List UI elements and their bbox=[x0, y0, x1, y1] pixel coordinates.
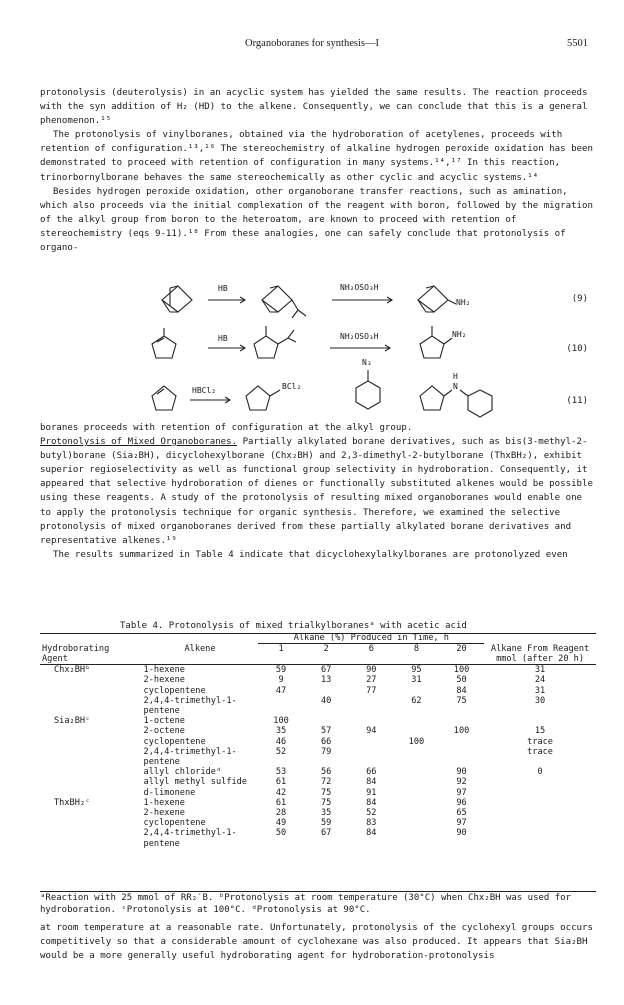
cell-value: 100 bbox=[453, 665, 470, 676]
cell-value: 56 bbox=[320, 767, 332, 778]
cell-alkene: 2,4,4-trimethyl-1-pentene bbox=[143, 828, 237, 849]
cell-agent bbox=[40, 818, 142, 828]
page-number: 5501 bbox=[567, 38, 588, 49]
footnote-rule bbox=[40, 891, 596, 892]
cell-value bbox=[349, 737, 394, 747]
cell-value: 31 bbox=[534, 665, 546, 676]
cell-alkene: 2-hexene bbox=[143, 807, 185, 818]
eq10-reagent2: NH₂OSO₃H bbox=[340, 332, 379, 341]
reaction-schemes bbox=[40, 278, 596, 418]
cell-value bbox=[394, 777, 439, 787]
col-header-20h: 20 bbox=[456, 644, 467, 655]
cell-value: 59 bbox=[275, 665, 287, 676]
col-header-alkene: Alkene bbox=[184, 643, 216, 654]
text-block-middle bbox=[40, 421, 596, 562]
cell-alkene: cyclopentene bbox=[143, 736, 206, 747]
eq9-reagent1: HB bbox=[218, 284, 228, 293]
section-text: Partially alkylated borane derivatives, such as bis(3-methyl-2-butyl)borane (Sia₂BH), dicyclohexylborane (Chx₂BH) and 2,3-dimethyl-2-butylborane (ThxBH₂), exhibit superior regioselectivity as well as functional group selectivity in hydroboration. Consequently, it appeared that selective hydroboration of dienes or functionally substituted alkenes would be possible using these reagents. A study of the protonolysis of resulting mixed organoboranes would enable one to apply the protonolysis technique for organic synthesis. Therefore, we examined the selective protonolysis of mixed organoboranes derived from these partially alkylated borane derivatives and representative alkenes.¹⁹ bbox=[40, 437, 593, 546]
section-heading: Protonolysis of Mixed Organoboranes. bbox=[40, 437, 238, 448]
cell-value: 40 bbox=[320, 695, 332, 706]
cell-value bbox=[484, 808, 596, 818]
cell-value: 100 bbox=[408, 736, 425, 747]
text-block-top bbox=[40, 86, 596, 255]
table-footnotes: ᵃReaction with 25 mmol of RR₂′B. ᵇProtonolysis at room temperature (30°C) when Chx₂BH was used for hydroboration. ᶜProtonolysis at 100°C. ᵈProtonolysis at 90°C. bbox=[40, 893, 572, 915]
table-group-header-row bbox=[40, 633, 596, 644]
table-row bbox=[40, 747, 596, 767]
cell-value: 52 bbox=[275, 746, 287, 757]
cell-agent bbox=[40, 675, 142, 685]
cell-value: 75 bbox=[320, 787, 332, 798]
col-header-agent: Hydroborating Agent bbox=[42, 643, 110, 664]
cell-value: 27 bbox=[366, 675, 377, 686]
cell-value: 83 bbox=[366, 818, 377, 829]
cell-alkene: 2-hexene bbox=[143, 675, 185, 686]
cell-value: 59 bbox=[320, 818, 332, 829]
cell-value bbox=[394, 808, 439, 818]
cell-value: 96 bbox=[456, 797, 467, 808]
cell-value bbox=[394, 767, 439, 777]
col-header-6h: 6 bbox=[368, 644, 374, 655]
cell-alkene: 2-octene bbox=[143, 726, 185, 737]
cell-value: 100 bbox=[273, 716, 289, 727]
table-row bbox=[40, 716, 596, 726]
cell-agent bbox=[40, 686, 142, 696]
cell-value: 90 bbox=[456, 767, 467, 778]
cell-alkene: allyl chlorideᵈ bbox=[143, 767, 222, 778]
text-block-bottom bbox=[40, 921, 596, 963]
cell-value bbox=[394, 747, 439, 767]
cell-value: 53 bbox=[275, 767, 287, 778]
cell-value bbox=[394, 818, 439, 828]
cell-alkene: 2,4,4-trimethyl-1-pentene bbox=[143, 695, 237, 716]
cell-value: 31 bbox=[534, 685, 546, 696]
cell-value: 84 bbox=[366, 777, 377, 788]
cell-value bbox=[484, 798, 596, 808]
cell-alkene: 2,4,4-trimethyl-1-pentene bbox=[143, 746, 237, 767]
table-row bbox=[40, 798, 596, 808]
eq11-number: (11) bbox=[566, 396, 588, 406]
cell-value: 66 bbox=[366, 767, 377, 778]
paragraph-4: boranes proceeds with retention of configuration at the alkyl group. bbox=[40, 423, 413, 433]
cell-agent bbox=[40, 737, 142, 747]
cell-agent bbox=[40, 828, 142, 848]
group-header: Alkane (%) Produced in Time, h bbox=[258, 633, 484, 644]
cell-alkene: 1-hexene bbox=[143, 665, 185, 676]
table-4 bbox=[40, 633, 596, 849]
cell-value bbox=[484, 788, 596, 798]
table-row bbox=[40, 665, 596, 676]
scheme-drawing bbox=[40, 278, 596, 418]
cell-value: 72 bbox=[320, 777, 332, 788]
table-row bbox=[40, 767, 596, 777]
paragraph-2: The protonolysis of vinylboranes, obtained via the hydroboration of acetylenes, proceeds with retention of configuration.¹³,¹⁶ The stereochemistry of alkaline hydrogen peroxide oxidation has been demonstrated to proceed with retention of configuration in many systems.¹⁴,¹⁷ In this reaction, trinorbornylborane behaves the same stereochemically as other cyclic and acyclic systems.¹⁴ bbox=[40, 130, 593, 183]
cell-value: 84 bbox=[366, 828, 377, 839]
cell-value bbox=[349, 716, 394, 726]
cell-value: 65 bbox=[456, 807, 467, 818]
cell-value bbox=[484, 777, 596, 787]
paragraph-5: The results summarized in Table 4 indicate that dicyclohexylalkylboranes are protonolyzed even bbox=[53, 549, 568, 560]
eq9-product-group: NH₂ bbox=[456, 298, 471, 307]
cell-value: 84 bbox=[366, 797, 377, 808]
eq11-nh-hydrogen: H bbox=[453, 372, 458, 381]
col-header-2h: 2 bbox=[323, 644, 329, 655]
table-header-row bbox=[40, 644, 596, 665]
cell-value: 13 bbox=[320, 675, 332, 686]
table-row bbox=[40, 808, 596, 818]
eq9-number: (9) bbox=[571, 294, 588, 304]
cell-value bbox=[258, 696, 303, 716]
table-row bbox=[40, 788, 596, 798]
cell-value bbox=[394, 726, 439, 736]
cell-value: 52 bbox=[366, 807, 377, 818]
cell-value: 61 bbox=[275, 797, 287, 808]
cell-alkene: allyl methyl sulfide bbox=[143, 777, 248, 788]
cell-value: 67 bbox=[320, 665, 332, 676]
cell-agent bbox=[40, 788, 142, 798]
table-caption: Table 4. Protonolysis of mixed trialkylboranesᵃ with acetic acid bbox=[120, 621, 467, 631]
cell-value bbox=[394, 788, 439, 798]
col-header-8h: 8 bbox=[413, 644, 420, 655]
table-row bbox=[40, 828, 596, 848]
cell-value bbox=[484, 828, 596, 848]
cell-value: 79 bbox=[320, 746, 332, 757]
cell-agent bbox=[40, 747, 142, 767]
cell-value bbox=[394, 716, 439, 726]
col-header-1h: 1 bbox=[278, 644, 284, 655]
table-row bbox=[40, 675, 596, 685]
cell-value: 95 bbox=[411, 665, 422, 676]
col-header-reagent-alkane: Alkane From Reagent mmol (after 20 h) bbox=[490, 643, 590, 664]
table-row bbox=[40, 777, 596, 787]
cell-value: 97 bbox=[456, 818, 467, 829]
running-title: Organoboranes for synthesis—I bbox=[245, 38, 379, 49]
cell-value: 75 bbox=[320, 797, 332, 808]
cell-value: 90 bbox=[366, 665, 377, 676]
eq11-boron-group: BCl₂ bbox=[282, 382, 302, 391]
cell-value bbox=[394, 798, 439, 808]
cell-value: 66 bbox=[320, 736, 332, 747]
cell-value: 9 bbox=[278, 675, 284, 686]
cell-agent bbox=[40, 777, 142, 787]
cell-alkene: cyclopentene bbox=[143, 685, 206, 696]
cell-agent bbox=[40, 767, 142, 777]
eq9-reagent2: NH₂OSO₃H bbox=[340, 283, 379, 292]
cell-value bbox=[484, 818, 596, 828]
eq11-nitrogen: N bbox=[453, 382, 458, 391]
cell-alkene: 1-hexene bbox=[143, 797, 185, 808]
paragraph-3: Besides hydrogen peroxide oxidation, other organoborane transfer reactions, such as amination, which also proceeds via the initial complexation of the reagent with boron, followed by the migration of the alkyl group from boron to the heteroatom, are known to proceed with retention of stereochemistry (eqs 9-11).¹⁸ From these analogies, one can safely conclude that protonolysis of organo- bbox=[40, 186, 593, 254]
cell-value bbox=[439, 737, 484, 747]
cell-value: 30 bbox=[534, 695, 546, 706]
paragraph-1: protonolysis (deuterolysis) in an acyclic system has yielded the same results. The reaction proceeds with the syn addition of H₂ (HD) to the alkene. Consequently, we can conclude that this is a general phenomenon.¹⁵ bbox=[40, 88, 588, 127]
cell-value: 62 bbox=[411, 695, 422, 706]
cell-value: 50 bbox=[456, 675, 467, 686]
cell-value: 57 bbox=[320, 726, 332, 737]
cell-value bbox=[349, 696, 394, 716]
cell-value: 31 bbox=[411, 675, 422, 686]
cell-value: 92 bbox=[456, 777, 467, 788]
cell-agent: Sia₂BHᶜ bbox=[54, 716, 91, 727]
section-paragraph bbox=[40, 435, 596, 548]
cell-value: 35 bbox=[320, 807, 332, 818]
cell-agent bbox=[40, 696, 142, 716]
cell-value bbox=[439, 716, 484, 726]
cell-value bbox=[394, 828, 439, 848]
cell-value: trace bbox=[527, 746, 553, 757]
cell-value: 49 bbox=[275, 818, 287, 829]
cell-value: 97 bbox=[456, 787, 467, 798]
table-row bbox=[40, 686, 596, 696]
cell-value bbox=[484, 716, 596, 726]
eq10-product-group: NH₂ bbox=[452, 330, 467, 339]
table-row bbox=[40, 726, 596, 736]
cell-agent: Chx₂BHᵇ bbox=[54, 665, 91, 676]
cell-value: 84 bbox=[456, 685, 467, 696]
eq10-reagent1: HB bbox=[218, 334, 228, 343]
cell-agent bbox=[40, 808, 142, 818]
cell-value: 15 bbox=[534, 726, 546, 737]
cell-value: 90 bbox=[456, 828, 467, 839]
cell-alkene: cyclopentene bbox=[143, 818, 206, 829]
cell-value: 35 bbox=[275, 726, 287, 737]
cell-value: 77 bbox=[366, 685, 377, 696]
eq10-number: (10) bbox=[566, 344, 588, 354]
cell-value bbox=[304, 686, 349, 696]
table-body bbox=[40, 665, 596, 849]
table-row bbox=[40, 696, 596, 716]
table-row bbox=[40, 818, 596, 828]
cell-value bbox=[394, 686, 439, 696]
cell-value: 46 bbox=[275, 736, 287, 747]
table-row bbox=[40, 737, 596, 747]
eq11-azide-group: N₃ bbox=[362, 358, 372, 367]
cell-value: 91 bbox=[366, 787, 377, 798]
cell-value bbox=[304, 716, 349, 726]
cell-agent bbox=[40, 726, 142, 736]
cell-alkene: d-limonene bbox=[143, 787, 196, 798]
cell-value: 47 bbox=[275, 685, 287, 696]
cell-value: 42 bbox=[275, 787, 287, 798]
cell-value: 75 bbox=[456, 695, 467, 706]
cell-alkene: 1-octene bbox=[143, 716, 185, 727]
cell-value: 28 bbox=[275, 807, 287, 818]
cell-agent: ThxBH₂ᶜ bbox=[54, 797, 91, 808]
running-header bbox=[0, 38, 624, 52]
cell-value: 67 bbox=[320, 828, 332, 839]
cell-value: 61 bbox=[275, 777, 287, 788]
eq11-reagent1: HBCl₂ bbox=[192, 386, 217, 395]
cell-value: trace bbox=[527, 736, 553, 747]
cell-value: 100 bbox=[453, 726, 470, 737]
cell-value: 0 bbox=[537, 767, 543, 778]
cell-value bbox=[439, 747, 484, 767]
cell-value: 94 bbox=[366, 726, 377, 737]
paragraph-6: at room temperature at a reasonable rate. Unfortunately, protonolysis of the cyclohexyl groups occurs competitively so that a considerable amount of cyclohexane was also produced. It appears that Sia₂BH would be a more generally useful hydroborating agent for hydroboration-protonolysis bbox=[40, 923, 593, 962]
cell-value: 50 bbox=[275, 828, 287, 839]
cell-value: 24 bbox=[534, 675, 546, 686]
cell-value bbox=[349, 747, 394, 767]
